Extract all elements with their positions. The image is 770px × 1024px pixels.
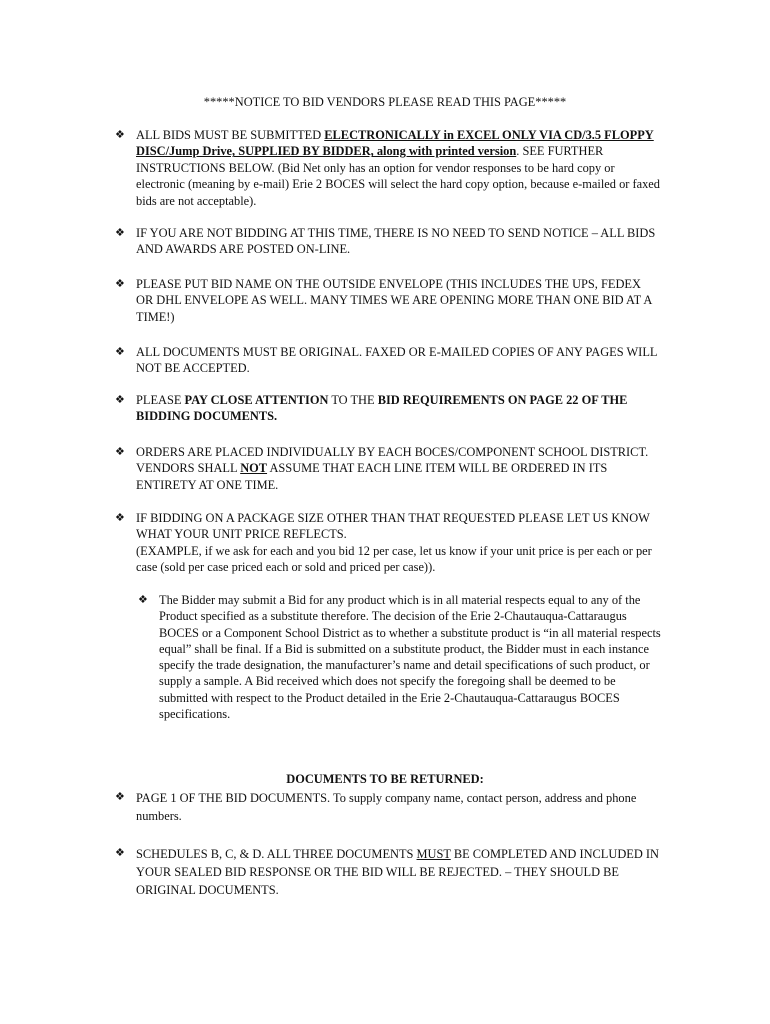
notice-title: *****NOTICE TO BID VENDORS PLEASE READ THIS PAGE***** — [203, 95, 567, 109]
list-item — [115, 510, 660, 576]
diamond-bullet-icon: ❖ — [115, 512, 125, 524]
diamond-bullet-icon: ❖ — [115, 346, 125, 358]
list-item — [115, 845, 660, 899]
bullet-text: ORDERS ARE PLACED INDIVIDUALLY BY EACH BOCES/COMPONENT SCHOOL DISTRICT. VENDORS SHALL NOT ASSUME THAT EACH LINE ITEM WILL BE ORDERED IN ITS ENTIRETY AT ONE TIME. — [136, 445, 649, 492]
bullet-text: ALL BIDS MUST BE SUBMITTED ELECTRONICALLY in EXCEL ONLY VIA CD/3.5 FLOPPY DISC/Jump Drive, SUPPLIED BY BIDDER, along with printed version. SEE FURTHER INSTRUCTIONS BELOW. (Bid Net only has an option for vendor responses to be hard copy or electronic (meaning by e-mail) Erie 2 BOCES will select the hard copy option, because e-mailed or faxed bids are not acceptable). — [136, 128, 661, 208]
list-item — [115, 344, 660, 377]
bullet-text: PAGE 1 OF THE BID DOCUMENTS. To supply company name, contact person, address and phone numbers. — [136, 791, 637, 823]
diamond-bullet-icon: ❖ — [115, 129, 125, 141]
diamond-bullet-icon: ❖ — [115, 394, 125, 406]
list-item — [115, 276, 660, 325]
diamond-bullet-icon: ❖ — [115, 278, 125, 290]
diamond-bullet-icon: ❖ — [115, 446, 125, 458]
diamond-bullet-icon: ❖ — [138, 594, 148, 606]
diamond-bullet-icon: ❖ — [115, 791, 125, 803]
bullet-text: PLEASE PUT BID NAME ON THE OUTSIDE ENVELOPE (THIS INCLUDES THE UPS, FEDEX OR DHL ENVELOPE AS WELL. MANY TIMES WE ARE OPENING MORE THAN ONE BID AT A TIME!) — [136, 277, 652, 324]
list-item — [115, 444, 660, 493]
bullet-text: IF BIDDING ON A PACKAGE SIZE OTHER THAN THAT REQUESTED PLEASE LET US KNOW WHAT YOUR UNIT PRICE REFLECTS. (EXAMPLE, if we ask for each and you bid 12 per case, let us know if your unit price is per each or per case (sold per case priced each or sold and priced per case)). — [136, 511, 652, 575]
list-item — [115, 127, 660, 209]
list-item — [115, 789, 660, 825]
bullet-text: ALL DOCUMENTS MUST BE ORIGINAL. FAXED OR E-MAILED COPIES OF ANY PAGES WILL NOT BE ACCEPTED. — [136, 345, 657, 376]
sub-bullet-text: The Bidder may submit a Bid for any product which is in all material respects equal to any of the Product specified as a substitute therefore. The decision of the Erie 2-Chautauqua-Cattaraugus BOCES or a Component School District as to whether a substitute product is “in all material respects equal” shall be final. If a Bid is submitted on a substitute product, the Bidder must in each instance specify the trade designation, the manufacturer’s name and detail specifications of such product, or supply a sample. A Bid received which does not specify the foregoing shall be deemed to be submitted with respect to the Product detailed in the Erie 2-Chautauqua-Cattaraugus BOCES specifications. — [159, 593, 661, 722]
diamond-bullet-icon: ❖ — [115, 227, 125, 239]
list-item — [115, 225, 660, 258]
section-heading: DOCUMENTS TO BE RETURNED: — [286, 772, 484, 786]
bullet-text: IF YOU ARE NOT BIDDING AT THIS TIME, THERE IS NO NEED TO SEND NOTICE – ALL BIDS AND AWARDS ARE POSTED ON-LINE. — [136, 226, 656, 257]
list-item — [115, 392, 660, 425]
sub-list-item — [138, 592, 663, 722]
diamond-bullet-icon: ❖ — [115, 847, 125, 859]
bullet-text: PLEASE PAY CLOSE ATTENTION TO THE BID REQUIREMENTS ON PAGE 22 OF THE BIDDING DOCUMENTS. — [136, 393, 628, 424]
bullet-text: SCHEDULES B, C, & D. ALL THREE DOCUMENTS MUST BE COMPLETED AND INCLUDED IN YOUR SEALED BID RESPONSE OR THE BID WILL BE REJECTED. – THEY SHOULD BE ORIGINAL DOCUMENTS. — [136, 847, 659, 897]
